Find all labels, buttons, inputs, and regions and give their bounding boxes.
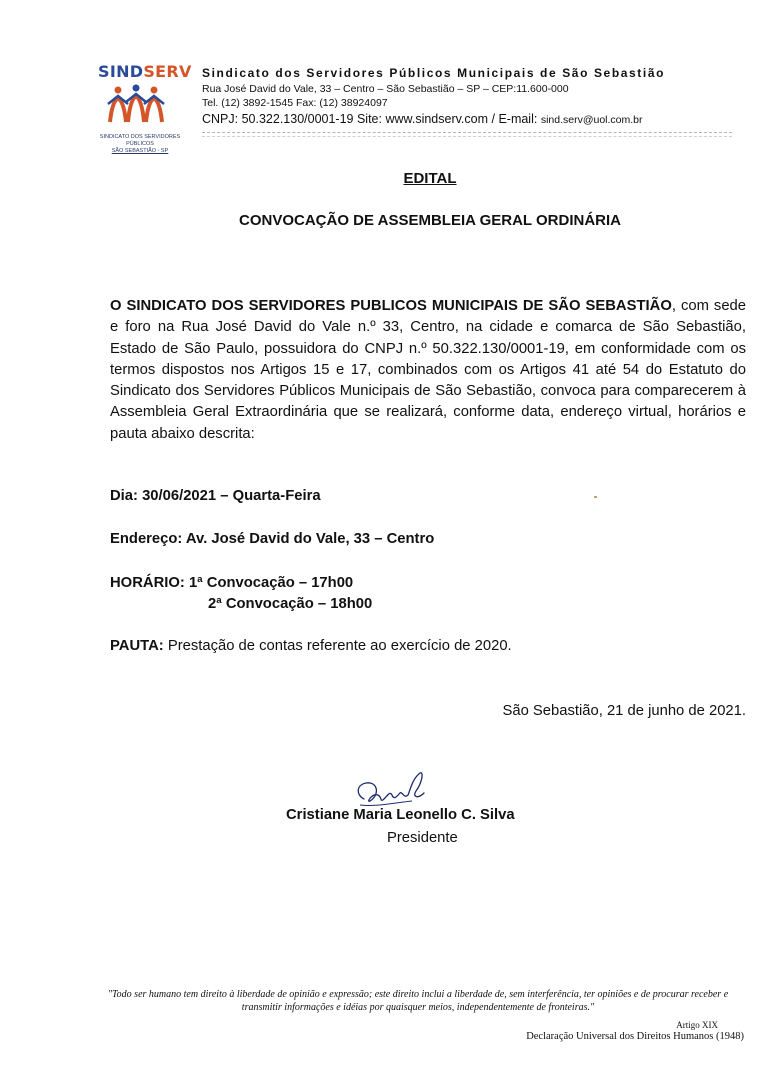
org-cnpj-site bbox=[202, 112, 643, 126]
scan-speck bbox=[594, 496, 597, 498]
time-label: HORÁRIO: bbox=[110, 575, 185, 591]
footer-quote: "Todo ser humano tem direito à liberdade de opinião e expressão; este direito inclui a liberdade de, sem interferência, ter opiniões e de procurar receber e transmitir informações e idéias por quaisquer meios, independentemente de fronteiras." bbox=[107, 989, 729, 1013]
time-first-call: 1ª Convocação – 17h00 bbox=[188, 575, 354, 591]
footer-article: Artigo XIX bbox=[676, 1020, 718, 1030]
agenda-text: Prestação de contas referente ao exercício de 2020. bbox=[167, 638, 512, 654]
meeting-agenda bbox=[110, 638, 512, 654]
meeting-date: Dia: 30/06/2021 – Quarta-Feira bbox=[110, 488, 321, 504]
org-name: Sindicato dos Servidores Públicos Municipais de São Sebastião bbox=[202, 66, 666, 80]
document-date: São Sebastião, 21 de junho de 2021. bbox=[502, 703, 746, 719]
logo-wordmark-part1: SIND bbox=[98, 62, 144, 81]
org-email: sind.serv@uol.com.br bbox=[540, 114, 643, 126]
document-title: EDITAL bbox=[403, 170, 457, 187]
people-logo-icon bbox=[104, 82, 168, 132]
body-paragraph bbox=[110, 296, 746, 445]
signer-name: Cristiane Maria Leonello C. Silva bbox=[286, 807, 515, 823]
logo-caption bbox=[92, 134, 188, 155]
body-lead: O SINDICATO DOS SERVIDORES PUBLICOS MUNICIPAIS DE SÃO SEBASTIÃO bbox=[110, 298, 672, 314]
logo-wordmark-part2: SERV bbox=[143, 62, 192, 81]
letterhead-divider-2 bbox=[202, 136, 732, 137]
meeting-address: Endereço: Av. José David do Vale, 33 – Centro bbox=[110, 531, 435, 547]
logo-caption-line1: SINDICATO DOS SERVIDORES PÚBLICOS bbox=[99, 134, 181, 147]
letterhead-divider bbox=[202, 132, 732, 133]
org-cnpj-site-text: CNPJ: 50.322.130/0001-19 Site: www.sindserv.com / E-mail: bbox=[202, 112, 538, 126]
time-second-call: 2ª Convocação – 18h00 bbox=[208, 596, 373, 612]
org-phone: Tel. (12) 3892-1545 Fax: (12) 38924097 bbox=[202, 97, 388, 109]
document-subtitle: CONVOCAÇÃO DE ASSEMBLEIA GERAL ORDINÁRIA bbox=[239, 212, 621, 229]
logo-caption-line2: SÃO SEBASTIÃO - SP bbox=[111, 148, 169, 154]
org-address: Rua José David do Vale, 33 – Centro – São Sebastião – SP – CEP:11.600-000 bbox=[202, 83, 569, 95]
signer-role: Presidente bbox=[387, 830, 458, 846]
meeting-time-1 bbox=[110, 575, 353, 591]
body-rest: , com sede e foro na Rua José David do Vale n.º 33, Centro, na cidade e comarca de São Sebastião, Estado de São Paulo, possuidora do CNPJ n.º 50.322.130/0001-19, em conformidade com os termos dispostos nos Artigos 15 e 17, combinados com os Artigos 41 até 54 do Estatuto do Sindicato dos Servidores Públicos Municipais de São Sebastião, convoca para comparecerem à Assembleia Geral Extraordinária que se realizará, conforme data, endereço virtual, horários e pauta abaixo descrita: bbox=[110, 298, 747, 442]
footer-declaration: Declaração Universal dos Direitos Humanos (1948) bbox=[526, 1031, 744, 1042]
agenda-label: PAUTA: bbox=[110, 638, 164, 654]
logo-wordmark bbox=[98, 62, 192, 81]
